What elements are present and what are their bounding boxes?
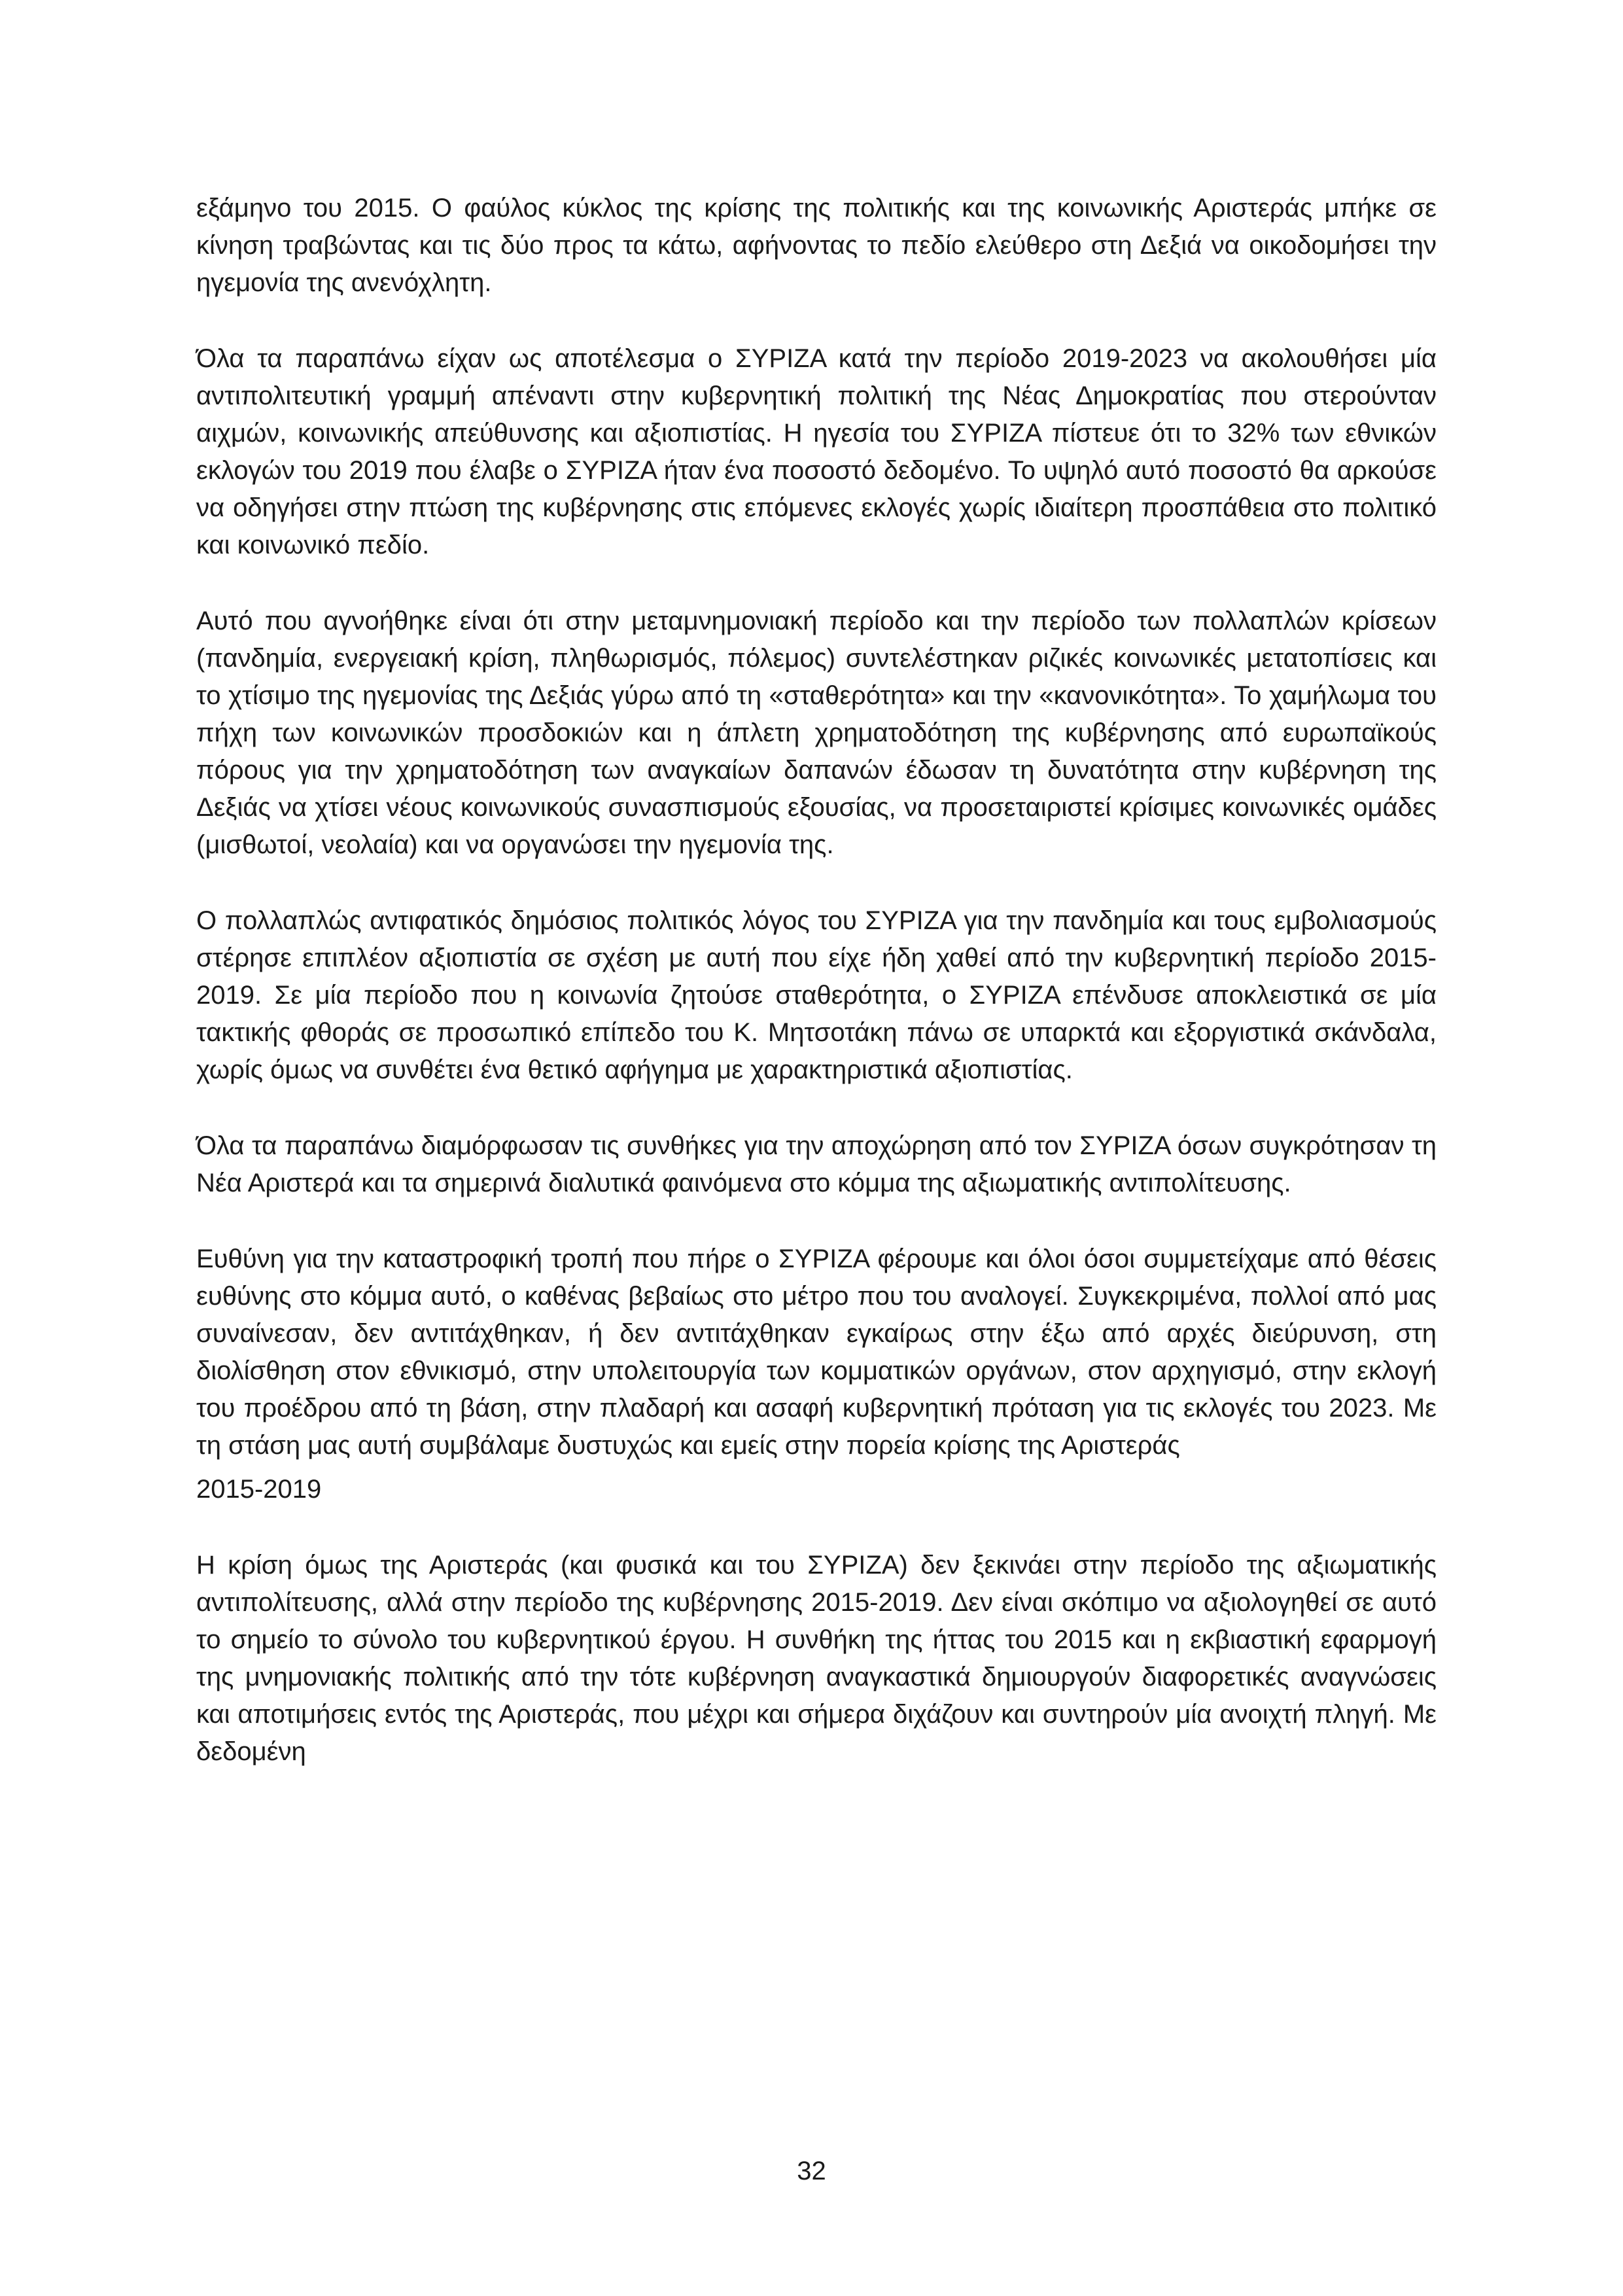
- paragraph-4: Ο πολλαπλώς αντιφατικός δημόσιος πολιτικός λόγος του ΣΥΡΙΖΑ για την πανδημία και τους εμβολιασμούς στέρησε επιπλέον αξιοπιστία σε σχέση με αυτή που είχε ήδη χαθεί από την κυβερνητική περίοδο 2015-2019. Σε μία περίοδο που η κοινωνία ζητούσε σταθερότητα, ο ΣΥΡΙΖΑ επένδυσε αποκλειστικά σε μία τακτικής φθοράς σε προσωπικό επίπεδο του Κ. Μητσοτάκη πάνω σε υπαρκτά και εξοργιστικά σκάνδαλα, χωρίς όμως να συνθέτει ένα θετικό αφήγημα με χαρακτηριστικά αξιοπιστίας.: [196, 906, 1437, 1084]
- paragraph-2: Όλα τα παραπάνω είχαν ως αποτέλεσμα ο ΣΥΡΙΖΑ κατά την περίοδο 2019-2023 να ακολουθήσει μία αντιπολιτευτική γραμμή απέναντι στην κυβερνητική πολιτική της Νέας Δημοκρατίας που στερούνταν αιχμών, κοινωνικής απεύθυνσης και αξιοπιστίας. Η ηγεσία του ΣΥΡΙΖΑ πίστευε ότι το 32% των εθνικών εκλογών του 2019 που έλαβε ο ΣΥΡΙΖΑ ήταν ένα ποσοστό δεδομένο. Το υψηλό αυτό ποσοστό θα αρκούσε να οδηγήσει στην πτώση της κυβέρνησης στις επόμενες εκλογές χωρίς ιδιαίτερη προσπάθεια στο πολιτικό και κοινωνικό πεδίο.: [196, 344, 1437, 559]
- paragraph-5: Όλα τα παραπάνω διαμόρφωσαν τις συνθήκες για την αποχώρηση από τον ΣΥΡΙΖΑ όσων συγκρότησαν τη Νέα Αριστερά και τα σημερινά διαλυτικά φαινόμενα στο κόμμα της αξιωματικής αντιπολίτευσης.: [196, 1131, 1437, 1197]
- paragraph-7: Η κρίση όμως της Αριστεράς (και φυσικά και του ΣΥΡΙΖΑ) δεν ξεκινάει στην περίοδο της αξιωματικής αντιπολίτευσης, αλλά στην περίοδο της κυβέρνησης 2015-2019. Δεν είναι σκόπιμο να αξιολογηθεί σε αυτό το σημείο το σύνολο του κυβερνητικού έργου. Η συνθήκη της ήττας του 2015 και η εκβιαστική εφαρμογή της μνημονιακής πολιτικής από την τότε κυβέρνηση αναγκαστικά δημιουργούν διαφορετικές αναγνώσεις και αποτιμήσεις εντός της Αριστεράς, που μέχρι και σήμερα διχάζουν και συντηρούν μία ανοιχτή πληγή. Με δεδομένη: [196, 1551, 1437, 1766]
- page-body: [196, 190, 1437, 1809]
- page-number: 32: [797, 2157, 826, 2185]
- section-heading: 2015-2019: [196, 1475, 322, 1504]
- paragraph-6: Ευθύνη για την καταστροφική τροπή που πήρε ο ΣΥΡΙΖΑ φέρουμε και όλοι όσοι συμμετείχαμε από θέσεις ευθύνης στο κόμμα αυτό, ο καθένας βεβαίως στο μέτρο που του αναλογεί. Συγκεκριμένα, πολλοί από μας συναίνεσαν, δεν αντιτάχθηκαν, ή δεν αντιτάχθηκαν εγκαίρως στην έξω από αρχές διεύρυνση, στη διολίσθηση στον εθνικισμό, στην υπολειτουργία των κομματικών οργάνων, στον αρχηγισμό, στην εκλογή του προέδρου από τη βάση, στην πλαδαρή και ασαφή κυβερνητική πρόταση για τις εκλογές του 2023. Με τη στάση μας αυτή συμβάλαμε δυστυχώς και εμείς στην πορεία κρίσης της Αριστεράς: [196, 1245, 1437, 1460]
- paragraph-1: εξάμηνο του 2015. Ο φαύλος κύκλος της κρίσης της πολιτικής και της κοινωνικής Αριστεράς μπήκε σε κίνηση τραβώντας και τις δύο προς τα κάτω, αφήνοντας το πεδίο ελεύθερο στη Δεξιά να οικοδομήσει την ηγεμονία της ανενόχλητη.: [196, 194, 1437, 297]
- paragraph-3: Αυτό που αγνοήθηκε είναι ότι στην μεταμνημονιακή περίοδο και την περίοδο των πολλαπλών κρίσεων (πανδημία, ενεργειακή κρίση, πληθωρισμός, πόλεμος) συντελέστηκαν ριζικές κοινωνικές μετατοπίσεις και το χτίσιμο της ηγεμονίας της Δεξιάς γύρω από τη «σταθερότητα» και την «κανονικότητα». Το χαμήλωμα του πήχη των κοινωνικών προσδοκιών και η άπλετη χρηματοδότηση της κυβέρνησης από ευρωπαϊκούς πόρους για την χρηματοδότηση των αναγκαίων δαπανών έδωσαν τη δυνατότητα στην κυβέρνηση της Δεξιάς να χτίσει νέους κοινωνικούς συνασπισμούς εξουσίας, να προσεταιριστεί κρίσιμες κοινωνικές ομάδες (μισθωτοί, νεολαία) και να οργανώσει την ηγεμονία της.: [196, 607, 1437, 859]
